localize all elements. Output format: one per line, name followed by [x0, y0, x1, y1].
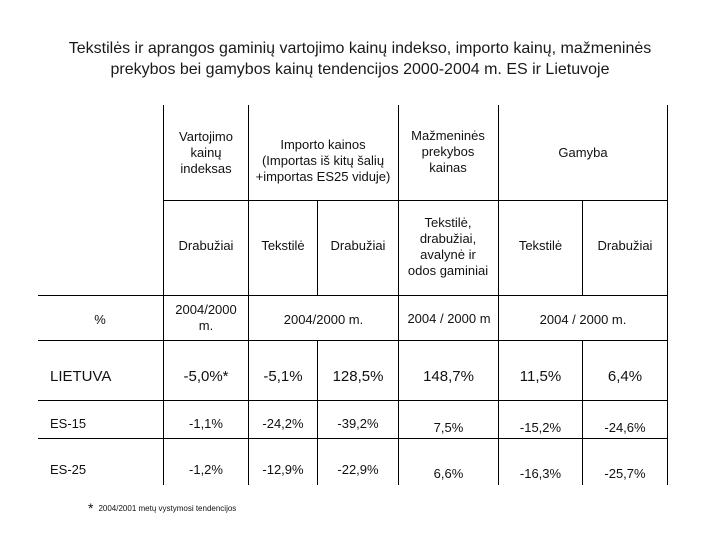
page-title: Tekstilės ir aprangos gaminių vartojimo kainų indekso, importo kainų, mažmeninės prekybos bei gamybos kainų tendencijos 2000-2004 m. ES ir Lietuvoje — [68, 40, 652, 78]
grid-line — [163, 295, 667, 296]
header-retail: Mažmeninės prekybos kainas — [411, 128, 485, 175]
table-cell: -39,2% — [337, 416, 379, 431]
row-label: ES-25 — [50, 462, 87, 477]
row-label: LIETUVA — [50, 368, 112, 385]
table-cell: -15,2% — [519, 420, 562, 435]
grid-line — [38, 340, 667, 341]
header-consumer: Vartojimo kainų indeksas — [179, 128, 233, 176]
subheader-clothing: Drabužiai — [330, 238, 386, 253]
header-production: Gamyba — [558, 145, 608, 160]
grid-line — [38, 400, 667, 401]
table-cell: 11,5% — [519, 368, 562, 385]
period-retail: 2004 / 2000 m — [407, 311, 491, 326]
table-cell: -16,3% — [519, 466, 562, 481]
grid-line — [38, 295, 164, 296]
table-cell: 6,6% — [433, 466, 464, 481]
period-unit-label: % — [94, 312, 106, 327]
grid-line — [163, 105, 164, 106]
table-cell: 6,4% — [607, 368, 643, 385]
footnote-text: 2004/2001 metų vystymosi tendencijos — [98, 504, 237, 513]
period-consumer: 2004/2000 m. — [175, 302, 237, 333]
footnote — [88, 500, 236, 516]
table-cell: -25,7% — [604, 466, 646, 481]
table-cell: -5,1% — [263, 368, 303, 385]
period-production: 2004 / 2000 m. — [539, 312, 627, 327]
table-cell: -1,1% — [189, 416, 223, 431]
subheader-clothing: Drabužiai — [178, 238, 234, 253]
table-cell: 128,5% — [332, 368, 384, 385]
grid-line — [163, 200, 667, 201]
table-cell: 148,7% — [423, 368, 474, 385]
table-cell: -22,9% — [337, 462, 379, 477]
table-cell: -12,9% — [262, 462, 304, 477]
table-cell: -5,0%* — [183, 368, 229, 385]
subheader-textile: Tekstilė — [518, 238, 563, 253]
table-cell: -24,6% — [604, 420, 646, 435]
table-cell: -1,2% — [189, 462, 223, 477]
header-import: Importo kainos (Importas iš kitų šalių +importas ES25 viduje) — [255, 137, 391, 184]
grid-line — [667, 105, 668, 485]
subheader-retail-goods: Tekstilė, drabužiai, avalynė ir odos gaminiai — [407, 215, 489, 278]
period-import: 2004/2000 m. — [283, 312, 364, 327]
footnote-symbol: * — [88, 500, 94, 516]
table-cell: 7,5% — [433, 420, 464, 435]
subheader-textile: Tekstilė — [261, 238, 305, 253]
subheader-clothing: Drabužiai — [597, 238, 653, 253]
table-cell: -24,2% — [262, 416, 304, 431]
row-label: ES-15 — [50, 416, 87, 431]
